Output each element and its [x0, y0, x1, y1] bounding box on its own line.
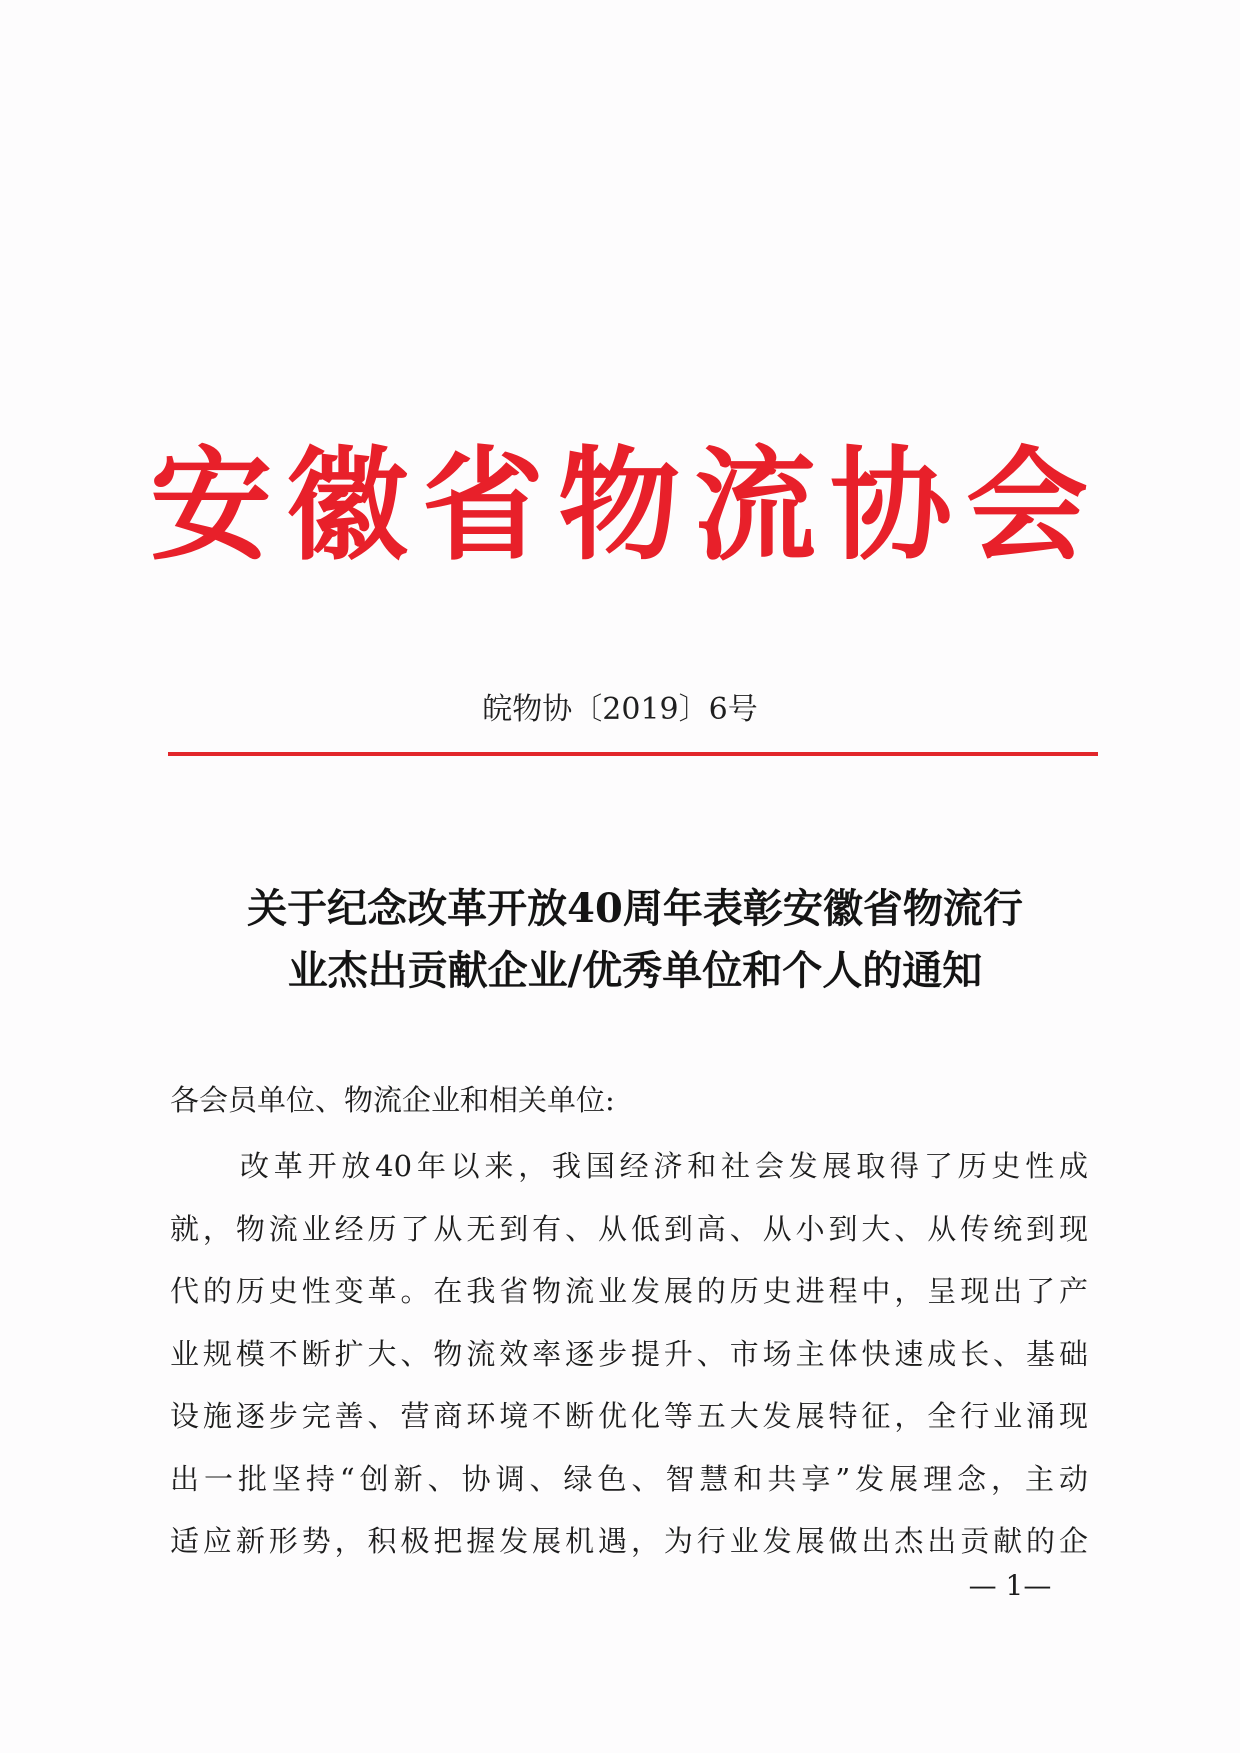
body-line: 代的历史性变革。在我省物流业发展的历史进程中，呈现出了产 [170, 1274, 1088, 1308]
red-header-rule [168, 752, 1098, 756]
page-number: — 1— [968, 1569, 1052, 1602]
document-number: 皖物协〔2019〕6号 [482, 692, 758, 727]
body-paragraph [170, 1135, 1088, 1573]
notice-title-line-1: 关于纪念改革开放40周年表彰安徽省物流行 [247, 885, 1023, 932]
body-line: 适应新形势，积极把握发展机遇，为行业发展做出杰出贡献的企 [170, 1524, 1088, 1558]
salutation: 各会员单位、物流企业和相关单位: [170, 1083, 615, 1117]
notice-title-line-2: 业杰出贡献企业/优秀单位和个人的通知 [287, 947, 983, 994]
body-line: 改革开放40年以来，我国经济和社会发展取得了历史性成 [240, 1149, 1088, 1183]
notice-title [170, 878, 1100, 1002]
body-line: 设施逐步完善、营商环境不断优化等五大发展特征，全行业涌现 [170, 1399, 1088, 1433]
body-line: 就，物流业经历了从无到有、从低到高、从小到大、从传统到现 [170, 1211, 1088, 1246]
issuing-organization: 安徽省物流协会 [150, 433, 1102, 577]
body-line: 出一批坚持“创新、协调、绿色、智慧和共享”发展理念，主动 [170, 1461, 1088, 1496]
body-line: 业规模不断扩大、物流效率逐步提升、市场主体快速成长、基础 [170, 1336, 1088, 1371]
